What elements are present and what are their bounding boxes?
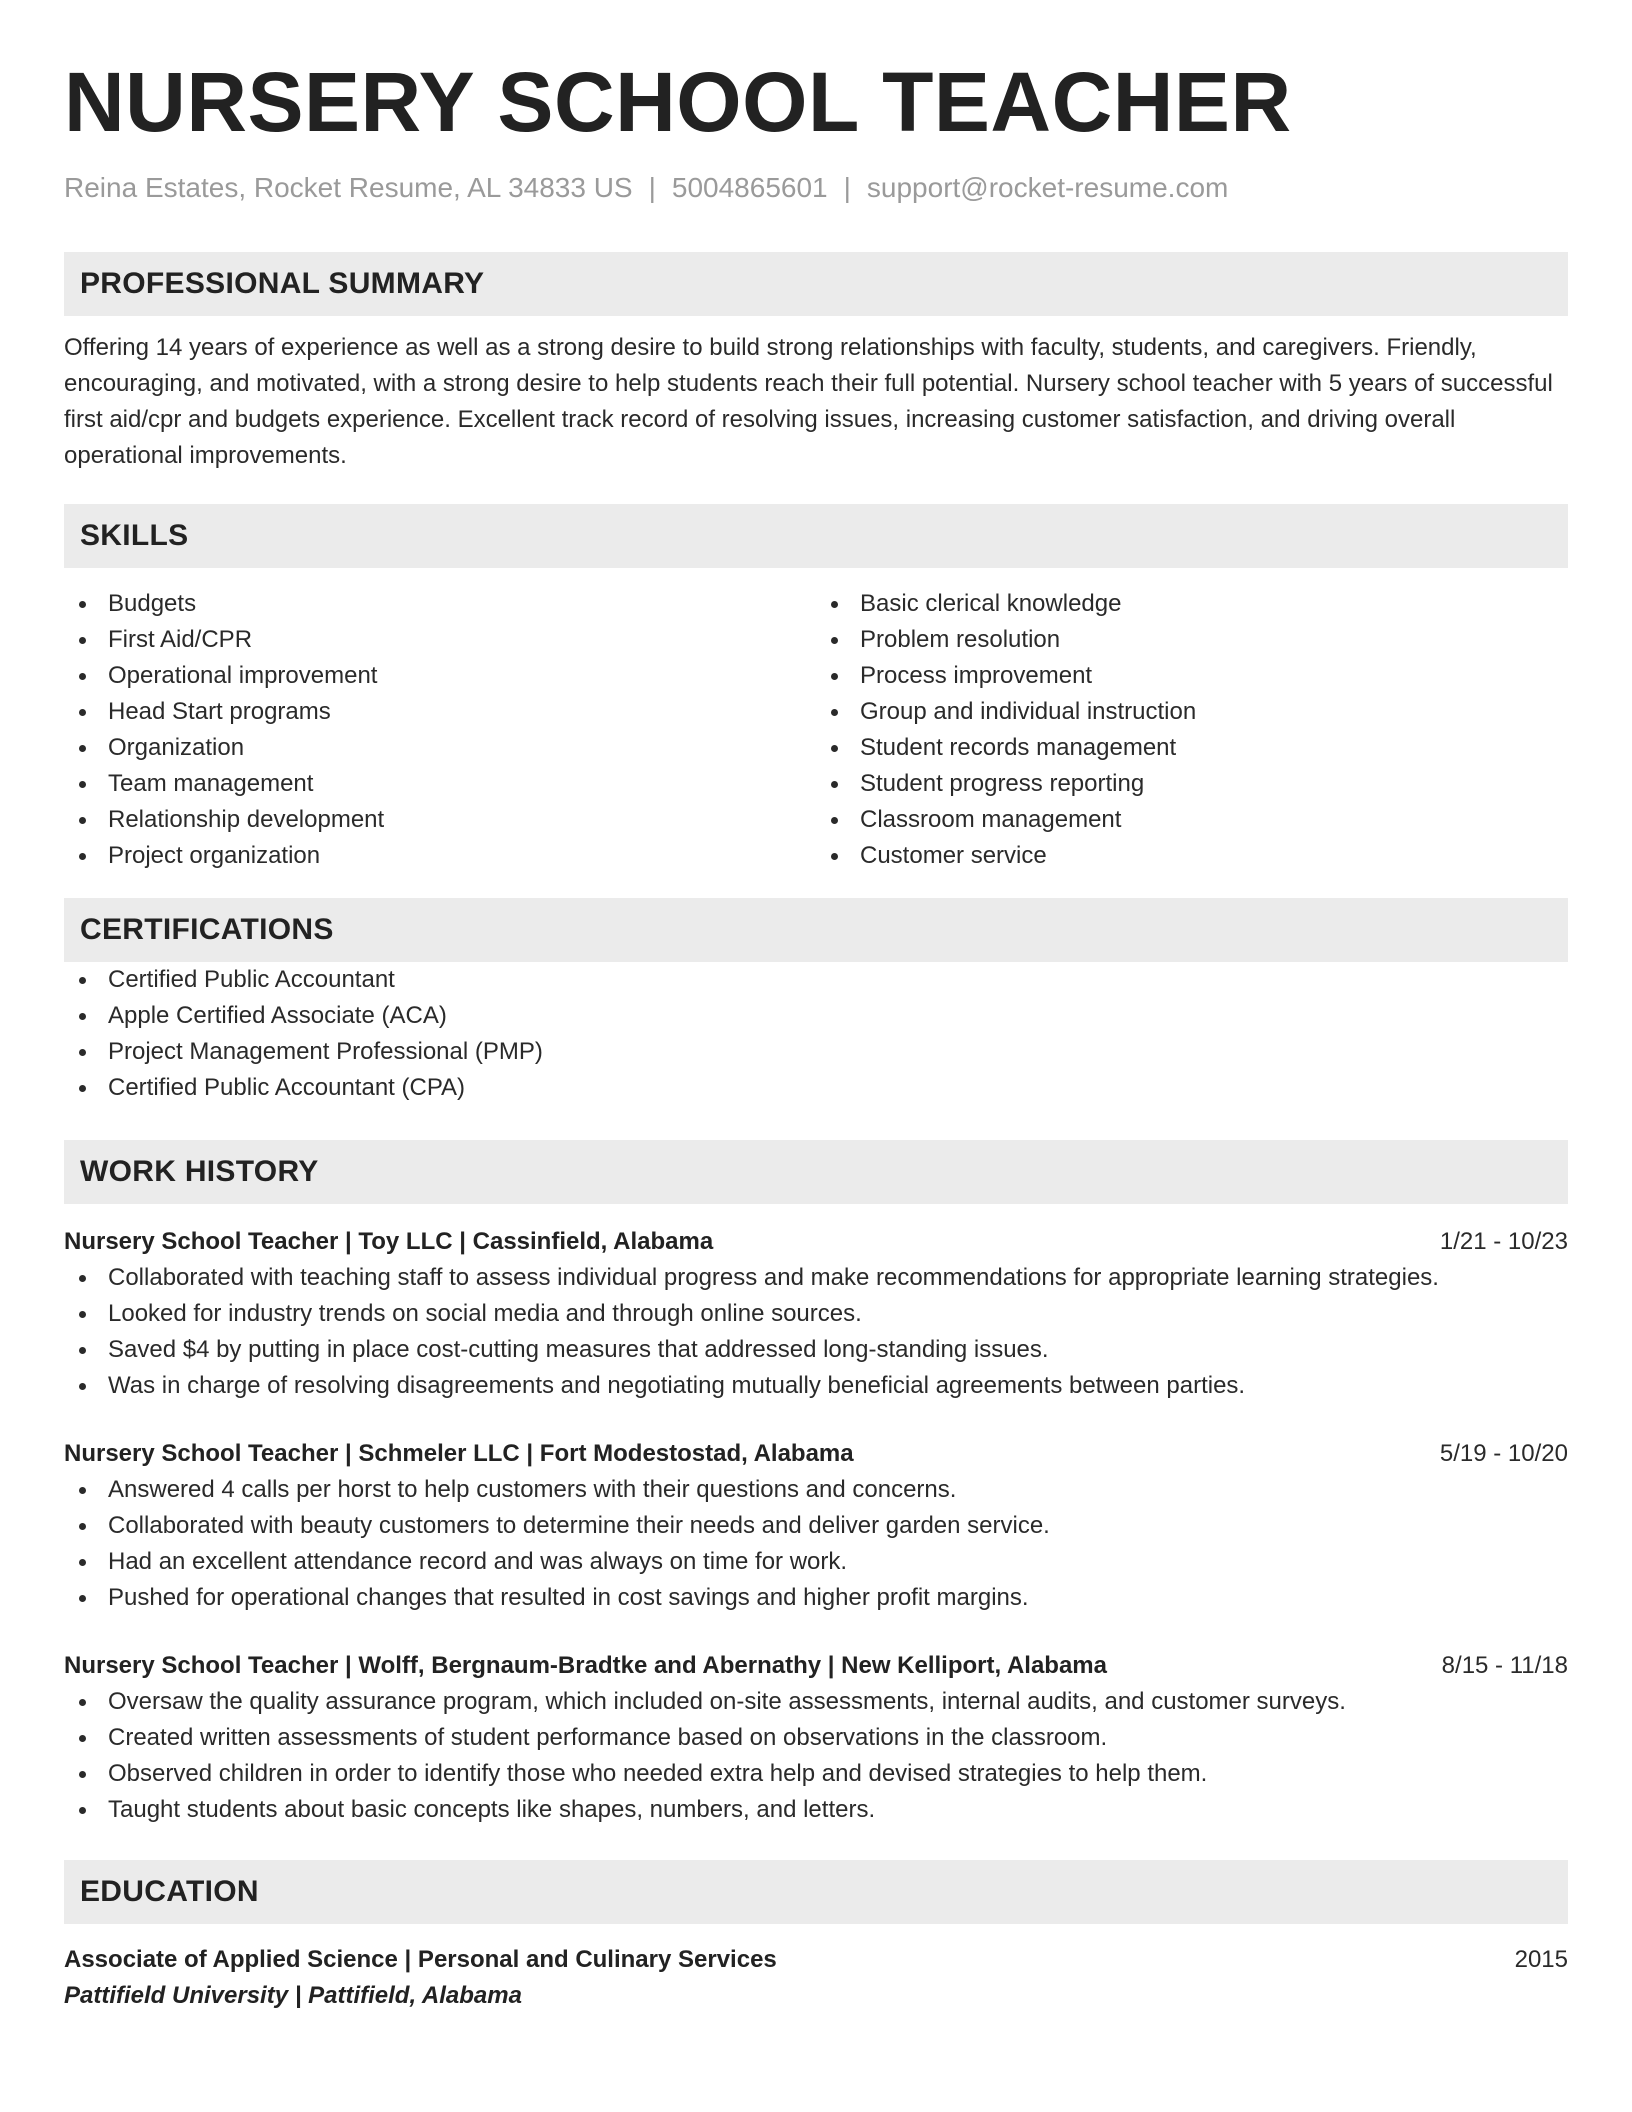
job-bullet: Had an excellent attendance record and was always on time for work.	[64, 1544, 1568, 1580]
summary-text: Offering 14 years of experience as well as a strong desire to build strong relationships with faculty, students, and caregivers. Friendly, encouraging, and motivated, with a strong desire to help students reach their full potential. Nursery school teacher with 5 years of successful first aid/cpr and budgets experience. Excellent track record of resolving issues, increasing customer satisfaction, and driving overall operational improvements.	[64, 334, 1553, 469]
job-bullet: Saved $4 by putting in place cost-cutting measures that addressed long-standing issues.	[64, 1332, 1568, 1368]
job-header	[64, 1648, 1568, 1684]
job-dates: 8/15 - 11/18	[1441, 1652, 1568, 1679]
education-header	[64, 1942, 1568, 1978]
skills-list-right	[816, 586, 1568, 874]
job-bullet: Taught students about basic concepts like shapes, numbers, and letters.	[64, 1792, 1568, 1828]
section-header-skills: SKILLS	[64, 504, 1568, 568]
education-school: Pattifield University | Pattifield, Alabama	[64, 1982, 522, 2009]
job-bullet: Oversaw the quality assurance program, which included on-site assessments, internal audits, and customer surveys.	[64, 1684, 1568, 1720]
job-bullets	[64, 1260, 1568, 1404]
skill-item: Operational improvement	[64, 658, 816, 694]
skill-item: Relationship development	[64, 802, 816, 838]
education-degree: Associate of Applied Science | Personal and Culinary Services	[64, 1946, 777, 1973]
contact-separator: |	[648, 172, 656, 203]
skill-item: Student records management	[816, 730, 1568, 766]
job-dates: 1/21 - 10/23	[1439, 1228, 1568, 1255]
job-entry	[64, 1436, 1568, 1616]
job-bullets	[64, 1472, 1568, 1616]
job-header	[64, 1436, 1568, 1472]
skill-item: Head Start programs	[64, 694, 816, 730]
job-bullet: Answered 4 calls per horst to help customers with their questions and concerns.	[64, 1472, 1568, 1508]
job-bullet: Observed children in order to identify those who needed extra help and devised strategies to help them.	[64, 1756, 1568, 1792]
job-bullet: Created written assessments of student performance based on observations in the classroom.	[64, 1720, 1568, 1756]
job-bullet: Looked for industry trends on social media and through online sources.	[64, 1296, 1568, 1332]
section-header-work-history: WORK HISTORY	[64, 1140, 1568, 1204]
job-entry	[64, 1224, 1568, 1404]
job-bullet: Was in charge of resolving disagreements and negotiating mutually beneficial agreements between parties.	[64, 1368, 1568, 1404]
skill-item: Process improvement	[816, 658, 1568, 694]
skill-item: Basic clerical knowledge	[816, 586, 1568, 622]
skill-item: Classroom management	[816, 802, 1568, 838]
skill-item: Budgets	[64, 586, 816, 622]
skills-list-left	[64, 586, 816, 874]
job-bullets	[64, 1684, 1568, 1828]
job-entry	[64, 1648, 1568, 1828]
job-title: Nursery School Teacher | Toy LLC | Cassinfield, Alabama	[64, 1228, 714, 1255]
job-title: Nursery School Teacher | Wolff, Bergnaum-Bradtke and Abernathy | New Kelliport, Alabama	[64, 1652, 1107, 1679]
section-header-summary: PROFESSIONAL SUMMARY	[64, 252, 1568, 316]
certification-item: Apple Certified Associate (ACA)	[64, 998, 1568, 1034]
education-year: 2015	[1514, 1946, 1568, 1973]
certification-item: Certified Public Accountant (CPA)	[64, 1070, 1568, 1106]
contact-email: support@rocket-resume.com	[866, 172, 1229, 203]
contact-line	[64, 170, 1568, 206]
skill-item: Problem resolution	[816, 622, 1568, 658]
job-bullet: Collaborated with teaching staff to assess individual progress and make recommendations for appropriate learning strategies.	[64, 1260, 1568, 1296]
skill-item: Organization	[64, 730, 816, 766]
candidate-name: NURSERY SCHOOL TEACHER	[64, 55, 1292, 149]
contact-separator: |	[843, 172, 851, 203]
skill-item: Team management	[64, 766, 816, 802]
job-bullet: Collaborated with beauty customers to determine their needs and deliver garden service.	[64, 1508, 1568, 1544]
job-dates: 5/19 - 10/20	[1439, 1440, 1568, 1467]
job-title: Nursery School Teacher | Schmeler LLC | Fort Modestostad, Alabama	[64, 1440, 854, 1467]
skill-item: Customer service	[816, 838, 1568, 874]
skill-item: Student progress reporting	[816, 766, 1568, 802]
contact-address: Reina Estates, Rocket Resume, AL 34833 US	[64, 172, 633, 203]
section-header-certifications: CERTIFICATIONS	[64, 898, 1568, 962]
skill-item: Project organization	[64, 838, 816, 874]
skill-item: Group and individual instruction	[816, 694, 1568, 730]
contact-phone: 5004865601	[671, 172, 828, 203]
job-header	[64, 1224, 1568, 1260]
skill-item: First Aid/CPR	[64, 622, 816, 658]
certifications-list	[64, 962, 1568, 1106]
education-entry	[64, 1942, 1568, 2014]
skills-columns	[64, 586, 1568, 874]
certification-item: Certified Public Accountant	[64, 962, 1568, 998]
certification-item: Project Management Professional (PMP)	[64, 1034, 1568, 1070]
section-header-education: EDUCATION	[64, 1860, 1568, 1924]
job-bullet: Pushed for operational changes that resulted in cost savings and higher profit margins.	[64, 1580, 1568, 1616]
